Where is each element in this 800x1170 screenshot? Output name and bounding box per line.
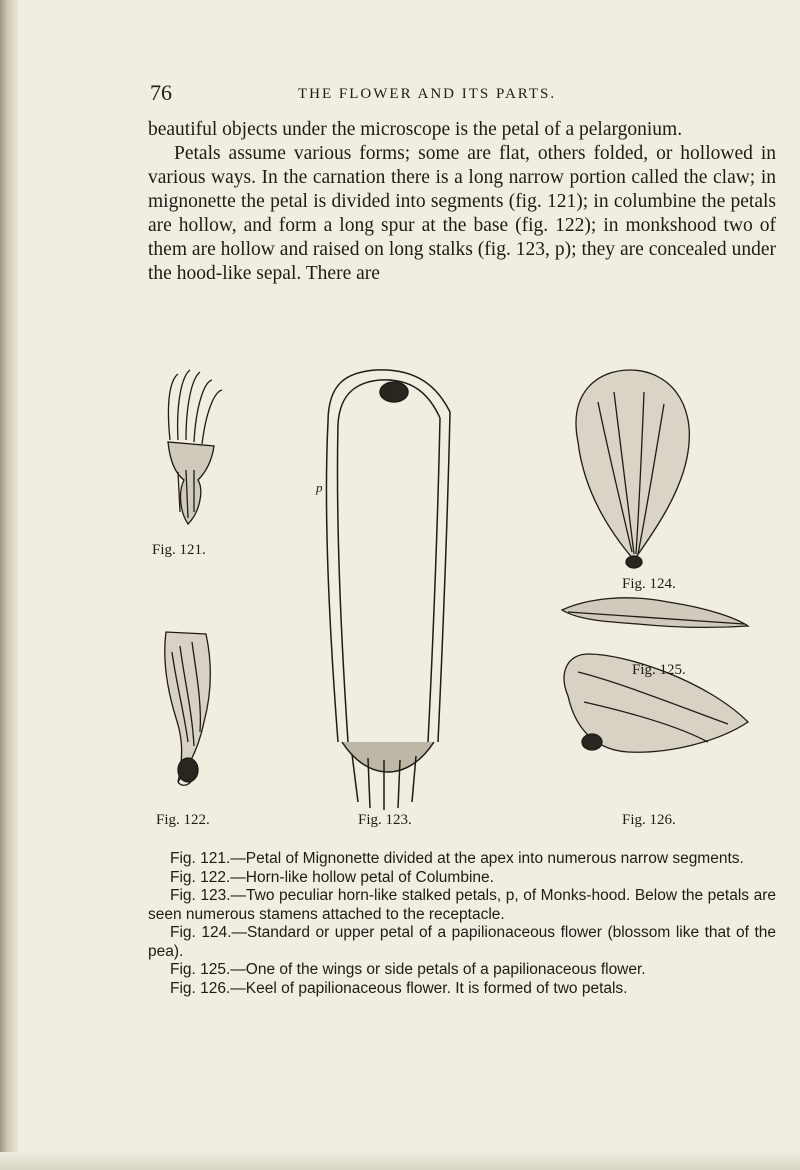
page-number: 76 (150, 80, 172, 105)
running-head (150, 80, 770, 106)
body-text (148, 118, 776, 286)
figure-captions (148, 850, 776, 998)
caption-fig-122: Fig. 122.—Horn-like hollow petal of Columbine. (170, 868, 494, 886)
fig-124-label: Fig. 124. (622, 576, 676, 592)
page-edge-shadow (0, 0, 18, 1170)
fig-123-p-marker: p (316, 480, 323, 495)
fig-125-label: Fig. 125. (632, 662, 686, 678)
fig-121-label: Fig. 121. (152, 542, 206, 558)
fig-124-standard-petal-drawing (576, 370, 689, 568)
caption-fig-126: Fig. 126.—Keel of papilionaceous flower. It is formed of two petals. (170, 979, 628, 997)
engraving-illustrations (148, 362, 778, 837)
caption-fig-125: Fig. 125.—One of the wings or side petals of a papilionaceous flower. (170, 961, 646, 978)
running-title: THE FLOWER AND ITS PARTS. (298, 86, 557, 102)
fig-123-monkshood-petals-drawing (326, 370, 450, 810)
caption-fig-124: Fig. 124.—Standard or upper petal of a papilionaceous flower (blossom like that of the pea). (148, 924, 776, 960)
paragraph-continued: beautiful objects under the microscope is the petal of a pelargonium. (148, 119, 683, 140)
fig-125-wing-petal-drawing (562, 598, 748, 627)
fig-121-mignonette-petal-drawing (168, 370, 222, 524)
page-bottom-shadow (0, 1152, 800, 1170)
figure-plate (148, 362, 778, 837)
paragraph-petal-forms: Petals assume various forms; some are flat, others folded, or hollowed in various ways. In the carnation there is a long narrow portion called the claw; in mignonette the petal is divided into segments (fig. 121); in columbine the petals are hollow, and form a long spur at the base (fig. 122); in monkshood two of them are hollow and raised on long stalks (fig. 123, p); they are concealed under the hood-like sepal. There are (148, 143, 776, 284)
caption-fig-121: Fig. 121.—Petal of Mignonette divided at the apex into numerous narrow segments. (170, 850, 744, 867)
fig-126-label: Fig. 126. (622, 812, 676, 828)
caption-fig-123: Fig. 123.—Two peculiar horn-like stalked petals, p, of Monks-hood. Below the petals are seen numerous stamens attached to the receptacle. (148, 887, 776, 923)
fig-123-label: Fig. 123. (358, 812, 412, 828)
fig-122-columbine-petal-drawing (165, 632, 211, 785)
fig-122-label: Fig. 122. (156, 812, 210, 828)
